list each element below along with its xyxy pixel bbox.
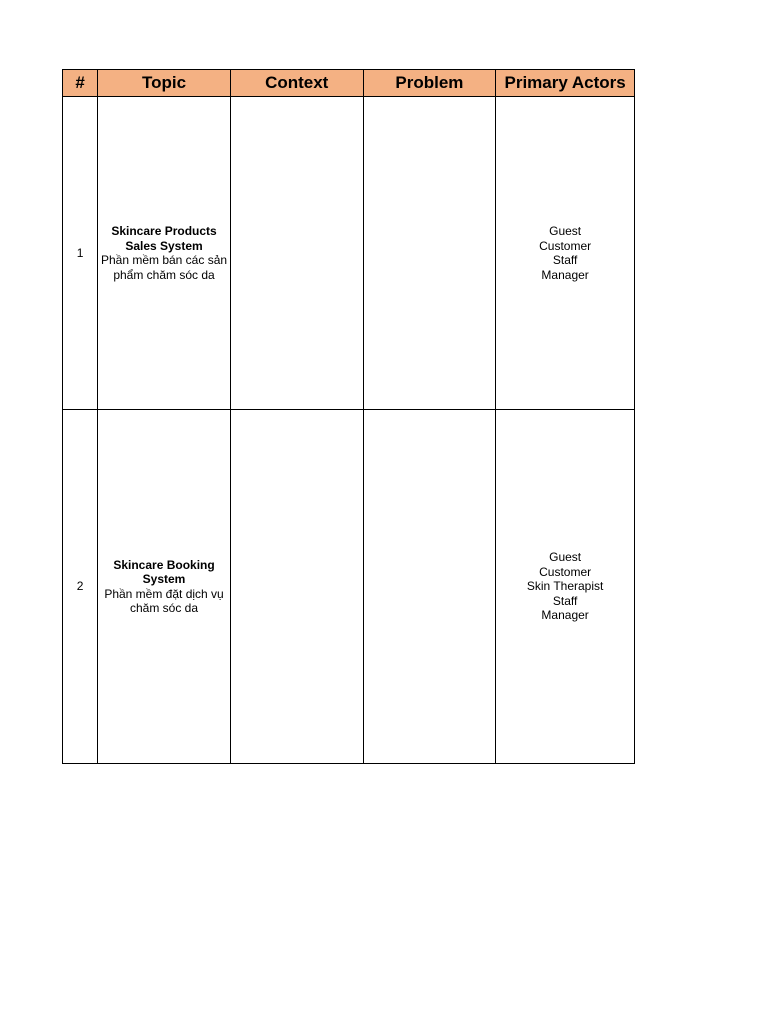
actor-item: Staff [552,593,578,608]
row-number-cell: 2 [63,410,98,764]
topic-title: Skincare Products Sales System [111,224,217,253]
topic-cell [98,410,231,764]
actor-item: Customer [539,564,592,579]
actor-item: Skin Therapist [526,579,604,594]
header-num: # [63,70,98,97]
primary-actors-cell [496,410,635,764]
topic-cell [98,97,231,410]
context-cell [230,97,363,410]
topic-description: Phần mềm bán các sản phẩm chăm sóc da [100,253,228,282]
problem-cell [363,410,496,764]
actor-item: Manager [541,267,589,282]
header-context: Context [230,70,363,97]
header-primary-actors: Primary Actors [496,70,635,97]
context-cell [230,410,363,764]
header-row [63,70,635,97]
primary-actors-cell [496,97,635,410]
topic-description: Phần mềm đặt dịch vụ chăm sóc da [104,586,224,615]
topic-title: Skincare Booking System [113,557,215,586]
actor-item: Guest [549,550,582,565]
header-topic: Topic [98,70,231,97]
problem-cell [363,97,496,410]
row-number-cell: 1 [63,97,98,410]
topics-table [62,69,635,764]
header-problem: Problem [363,70,496,97]
actor-item: Guest [549,224,582,238]
table-row [63,410,635,764]
actor-item: Customer [539,238,592,253]
actor-item: Staff [552,253,578,267]
actor-item: Manager [541,608,589,623]
table-row [63,97,635,410]
